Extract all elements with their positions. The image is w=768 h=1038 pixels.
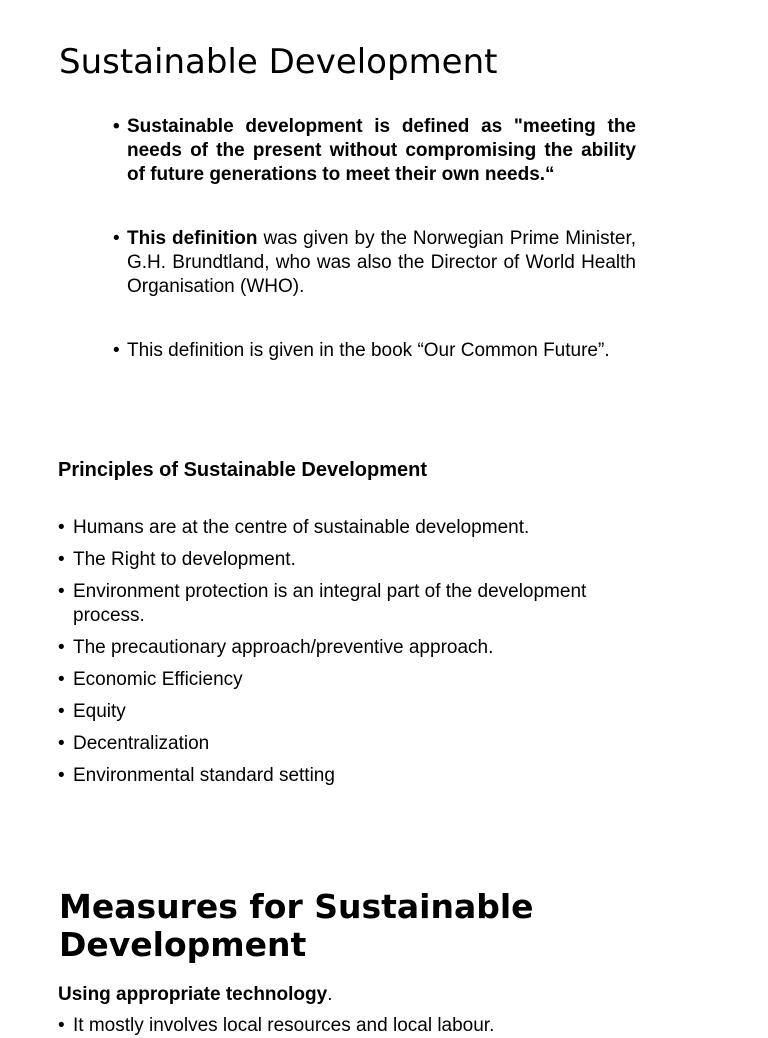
- bullet-icon: •: [58, 1015, 65, 1036]
- list-item-text: Decentralization: [73, 733, 210, 754]
- list-item: [58, 732, 648, 756]
- principles-heading: Principles of Sustainable Development: [58, 459, 427, 481]
- measures-subheading-rest: .: [327, 984, 333, 1005]
- bullet-icon: •: [58, 637, 65, 658]
- list-item: [58, 764, 648, 788]
- list-item-text: Economic Efficiency: [73, 669, 243, 690]
- bullet-icon: •: [58, 581, 65, 602]
- definition-lead-text: This definition: [127, 228, 258, 249]
- measures-subheading-bold: Using appropriate technology: [58, 984, 328, 1005]
- definition-text: Sustainable development is defined as "meeting the needs of the present without compromising the ability of future generations to meet their own needs.“: [127, 116, 636, 185]
- bullet-icon: •: [113, 340, 120, 361]
- measures-subheading: [58, 983, 332, 1007]
- bullet-icon: •: [58, 549, 65, 570]
- bullet-icon: •: [58, 701, 65, 722]
- list-item: [58, 580, 648, 628]
- list-item-text: The Right to development.: [73, 549, 296, 570]
- measures-list: [58, 1014, 658, 1038]
- list-item: [58, 516, 648, 540]
- bullet-icon: •: [113, 116, 120, 137]
- bullet-icon: •: [113, 228, 120, 249]
- definition-item-meaning: [113, 115, 636, 187]
- list-item: [58, 548, 648, 572]
- measures-heading: Measures for Sustainable Development: [59, 887, 534, 964]
- list-item-text: It mostly involves local resources and local labour.: [73, 1015, 495, 1036]
- page-title: Sustainable Development: [59, 42, 498, 82]
- list-item: [58, 636, 648, 660]
- list-item-text: The precautionary approach/preventive approach.: [73, 637, 494, 658]
- list-item: [58, 700, 648, 724]
- definition-text: This definition is given in the book “Our Common Future”.: [127, 340, 610, 361]
- list-item-text: Humans are at the centre of sustainable development.: [73, 517, 530, 538]
- principles-list: [58, 516, 648, 796]
- definition-item-book: [113, 339, 636, 363]
- definition-text: was given by the Norwegian Prime Minister, G.H. Brundtland, who was also the Director of World Health Organisation (WHO).: [127, 228, 636, 297]
- list-item-text: Environmental standard setting: [73, 765, 335, 786]
- definition-list: [113, 115, 636, 403]
- list-item: [58, 1014, 658, 1038]
- bullet-icon: •: [58, 669, 65, 690]
- bullet-icon: •: [58, 517, 65, 538]
- list-item: [58, 668, 648, 692]
- bullet-icon: •: [58, 733, 65, 754]
- bullet-icon: •: [58, 765, 65, 786]
- definition-item-origin: [113, 227, 636, 299]
- list-item-text: Environment protection is an integral part of the development process.: [73, 581, 587, 626]
- list-item-text: Equity: [73, 701, 126, 722]
